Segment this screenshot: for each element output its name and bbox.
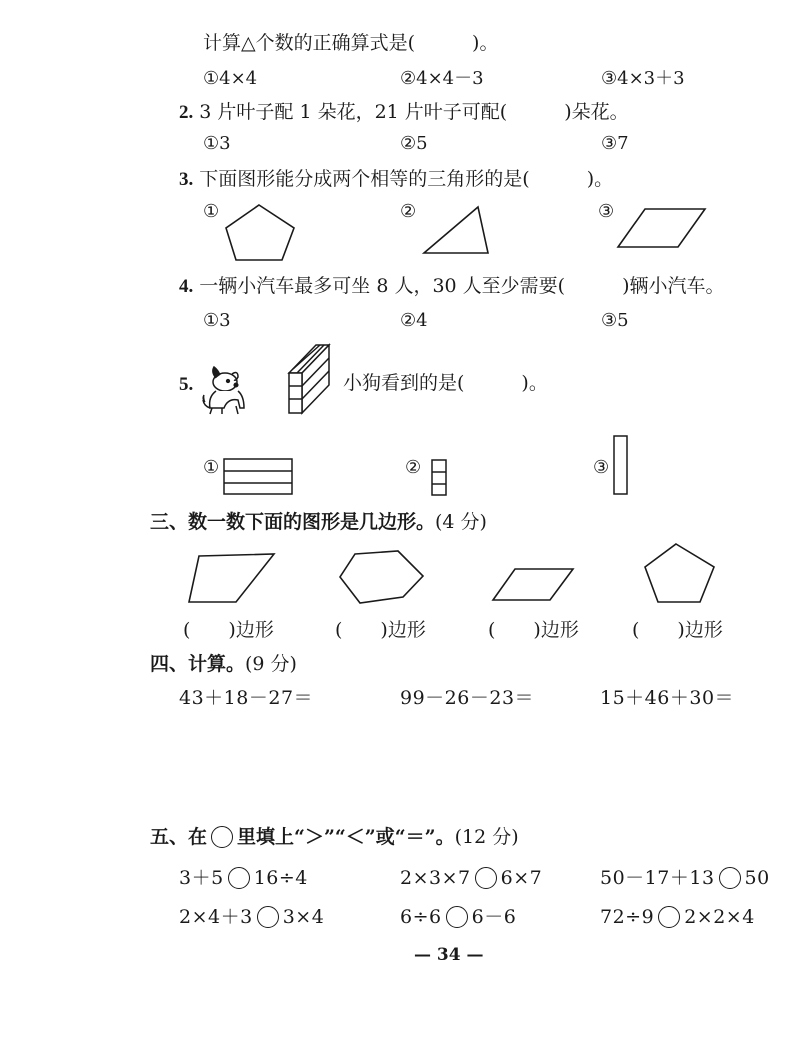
compare-item: [400, 906, 516, 928]
compare-left: 2×3×7: [400, 867, 471, 889]
q3-text: 下面图形能分成两个相等的三角形的是( )。: [199, 168, 614, 190]
section4-heading: [150, 655, 297, 674]
section5-heading: [150, 826, 519, 848]
compare-left: 3＋5: [179, 867, 224, 889]
section5-points: (12 分): [454, 826, 519, 848]
q3-number: 3.: [179, 169, 194, 190]
q4-option-2: ②4: [400, 310, 428, 331]
compare-left: 6÷6: [400, 906, 442, 928]
section4-title: 四、计算。: [150, 653, 246, 675]
q3-option-2: ②: [400, 201, 417, 222]
quadrilateral-shape: [189, 554, 274, 602]
calc-expr-2: 99－26－23＝: [400, 687, 535, 709]
q2-option-3: ③7: [601, 133, 629, 154]
compare-right: 2×2×4: [684, 906, 755, 928]
q3-option-1: ①: [203, 201, 220, 222]
calc-expr-1: 43＋18－27＝: [179, 687, 314, 709]
q2-option-1: ①3: [203, 133, 231, 154]
page-number: — 34 —: [414, 945, 484, 965]
compare-item: [179, 867, 308, 889]
compare-right: 16÷4: [253, 867, 308, 889]
compare-circle[interactable]: [228, 867, 250, 889]
q5-text: 小狗看到的是( )。: [343, 372, 548, 394]
compare-right: 6×7: [500, 867, 543, 889]
section3-title: 三、数一数下面的图形是几边形。: [150, 511, 436, 533]
compare-item: [179, 906, 324, 928]
circle-icon: [211, 826, 233, 848]
section4-points: (9 分): [245, 653, 297, 675]
hexagon-shape: [340, 551, 423, 603]
q5-number: 5.: [179, 374, 194, 395]
q4-text: 一辆小汽车最多可坐 8 人，30 人至少需要( )辆小汽车。: [199, 275, 725, 297]
q3-option-3: ③: [598, 201, 615, 222]
compare-circle[interactable]: [475, 867, 497, 889]
q1-option-2: ②4×4－3: [400, 68, 484, 89]
q4-number: 4.: [179, 276, 194, 297]
q5-option-1: ①: [203, 457, 220, 478]
q4-option-1: ①3: [203, 310, 231, 331]
section3-answer-4: ( )边形: [632, 619, 723, 641]
compare-left: 2×4＋3: [179, 906, 253, 928]
section3-answer-3: ( )边形: [488, 619, 579, 641]
q1-text: 计算△个数的正确算式是( )。: [203, 32, 499, 54]
q1-option-3: ③4×3＋3: [601, 68, 685, 89]
q2-option-2: ②5: [400, 133, 428, 154]
q5-option-3: ③: [593, 457, 610, 478]
q2-number: 2.: [179, 102, 194, 123]
q2-text: 3 片叶子配 1 朵花，21 片叶子可配( )朵花。: [199, 101, 629, 123]
section3-answer-1: ( )边形: [183, 619, 274, 641]
q4-option-3: ③5: [601, 310, 629, 331]
compare-item: [600, 906, 755, 928]
compare-item: [600, 867, 770, 889]
section5-title-a: 五、在: [150, 826, 208, 848]
compare-circle[interactable]: [257, 906, 279, 928]
calc-expr-3: 15＋46＋30＝: [600, 687, 735, 709]
compare-right: 50: [744, 867, 770, 889]
section3-points: (4 分): [435, 511, 487, 533]
compare-right: 6－6: [471, 906, 517, 928]
section3-answer-2: ( )边形: [335, 619, 426, 641]
compare-left: 72÷9: [600, 906, 655, 928]
compare-right: 3×4: [282, 906, 325, 928]
compare-circle[interactable]: [658, 906, 680, 928]
q1-option-1: ①4×4: [203, 68, 258, 89]
parallelogram-shape-2: [493, 569, 573, 600]
compare-circle[interactable]: [719, 867, 741, 889]
q5-option-2: ②: [405, 457, 422, 478]
compare-left: 50－17＋13: [600, 867, 715, 889]
section5-title-b: 里填上“＞”“＜”或“＝”。: [237, 826, 455, 848]
pentagon-shape-2: [645, 544, 714, 602]
compare-circle[interactable]: [446, 906, 468, 928]
compare-item: [400, 867, 542, 889]
